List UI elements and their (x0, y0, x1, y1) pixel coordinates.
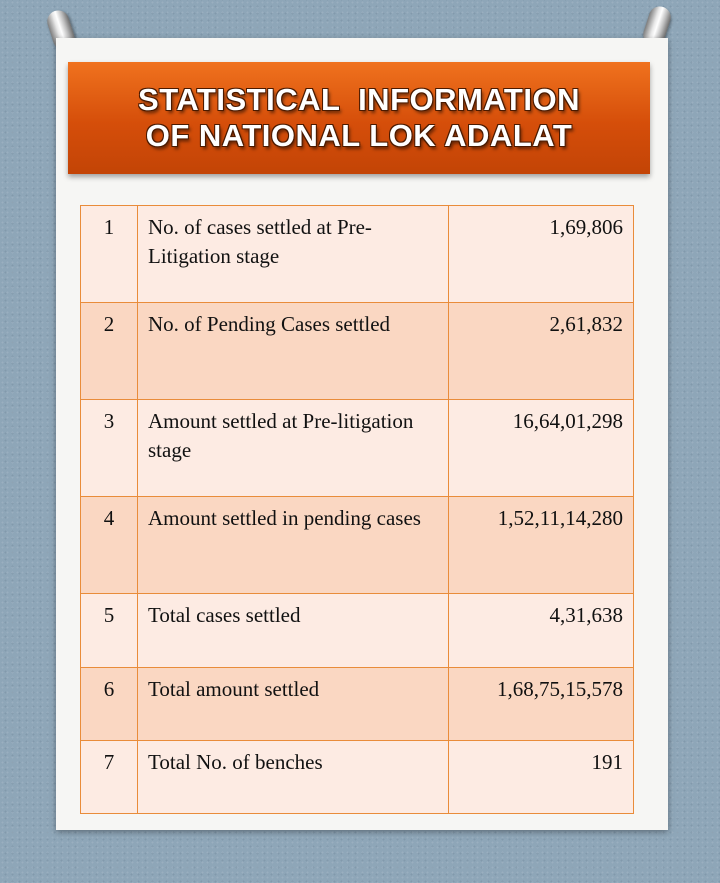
row-number: 2 (81, 303, 138, 400)
row-value: 1,68,75,15,578 (449, 668, 634, 741)
row-number: 4 (81, 497, 138, 594)
row-number: 6 (81, 668, 138, 741)
title-line-2: OF NATIONAL LOK ADALAT (145, 118, 573, 153)
table-row (81, 668, 634, 741)
statistics-table (80, 205, 634, 814)
table-row (81, 741, 634, 814)
row-value: 1,69,806 (449, 206, 634, 303)
row-number: 7 (81, 741, 138, 814)
table-row (81, 400, 634, 497)
row-label: Amount settled in pending cases (138, 497, 449, 594)
row-value: 191 (449, 741, 634, 814)
row-label: No. of Pending Cases settled (138, 303, 449, 400)
title-line-1: STATISTICAL INFORMATION (138, 82, 580, 117)
row-value: 1,52,11,14,280 (449, 497, 634, 594)
row-label: Total cases settled (138, 594, 449, 668)
row-number: 5 (81, 594, 138, 668)
table-row (81, 303, 634, 400)
row-value: 16,64,01,298 (449, 400, 634, 497)
row-number: 1 (81, 206, 138, 303)
row-label: No. of cases settled at Pre-Litigation stage (138, 206, 449, 303)
row-value: 2,61,832 (449, 303, 634, 400)
title-banner (68, 62, 650, 174)
row-number: 3 (81, 400, 138, 497)
table-row (81, 594, 634, 668)
row-value: 4,31,638 (449, 594, 634, 668)
row-label: Total amount settled (138, 668, 449, 741)
table-row (81, 206, 634, 303)
row-label: Amount settled at Pre-litigation stage (138, 400, 449, 497)
row-label: Total No. of benches (138, 741, 449, 814)
table-row (81, 497, 634, 594)
